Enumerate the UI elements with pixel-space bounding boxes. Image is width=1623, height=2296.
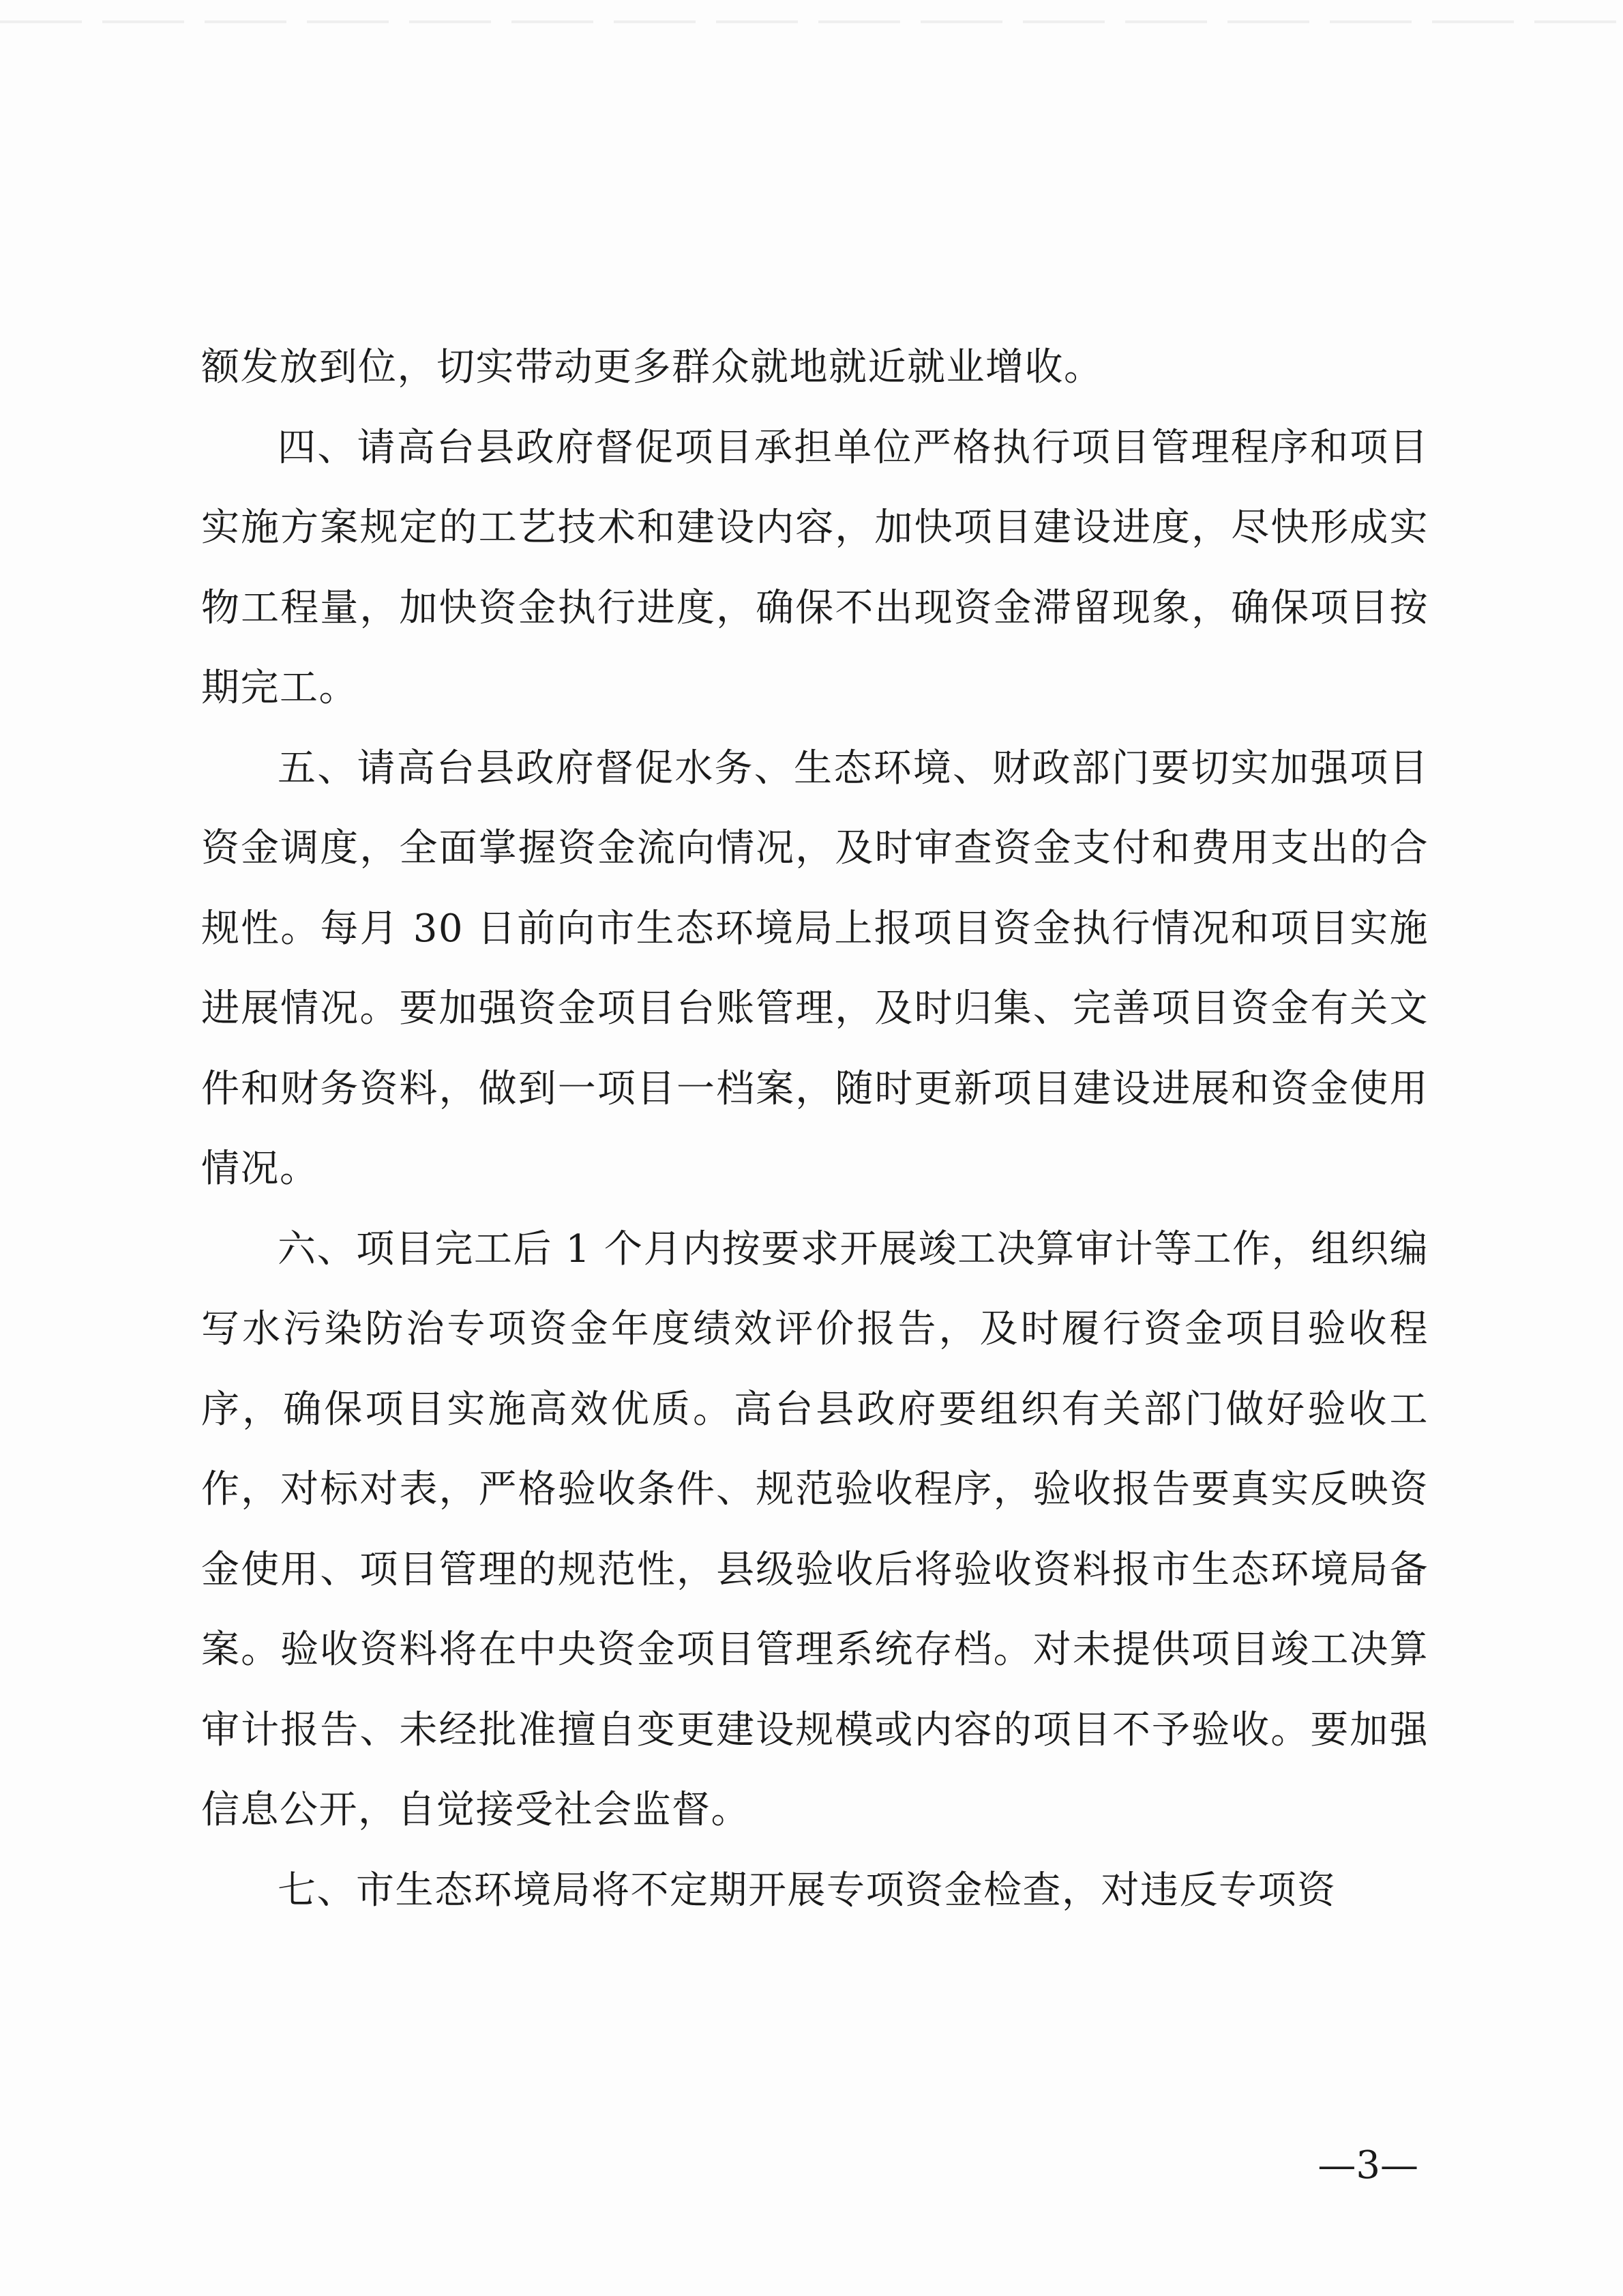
document-body [201, 327, 1429, 1930]
paragraph-item-5: 五、请高台县政府督促水务、生态环境、财政部门要切实加强项目资金调度，全面掌握资金流向情况，及时审查资金支付和费用支出的合规性。每月 30 日前向市生态环境局上报项目资金执行情况和项目实施进展情况。要加强资金项目台账管理，及时归集、完善项目资金有关文件和财务资料，做到一项目一档案，随时更新项目建设进展和资金使用情况。 [201, 746, 1429, 1191]
paragraph-item-7: 七、市生态环境局将不定期开展专项资金检查，对违反专项资 [278, 1868, 1337, 1913]
paragraph-item-6: 六、项目完工后 1 个月内按要求开展竣工决算审计等工作，组织编写水污染防治专项资金年度绩效评价报告，及时履行资金项目验收程序，确保项目实施高效优质。高台县政府要组织有关部门做好验收工作，对标对表，严格验收条件、规范验收程序，验收报告要真实反映资金使用、项目管理的规范性，县级验收后将验收资料报市生态环境局备案。验收资料将在中央资金项目管理系统存档。对未提供项目竣工决算审计报告、未经批准擅自变更建设规模或内容的项目不予验收。要加强信息公开，自觉接受社会监督。 [201, 1226, 1429, 1832]
paragraph-continuation: 额发放到位，切实带动更多群众就地就近就业增收。 [201, 345, 1103, 389]
paragraph-item-4: 四、请高台县政府督促项目承担单位严格执行项目管理程序和项目实施方案规定的工艺技术和建设内容，加快项目建设进度，尽快形成实物工程量，加快资金执行进度，确保不出现资金滞留现象，确保项目按期完工。 [201, 425, 1429, 710]
scan-edge-artifact [0, 20, 1623, 23]
page-number: —3— [1317, 2143, 1418, 2188]
